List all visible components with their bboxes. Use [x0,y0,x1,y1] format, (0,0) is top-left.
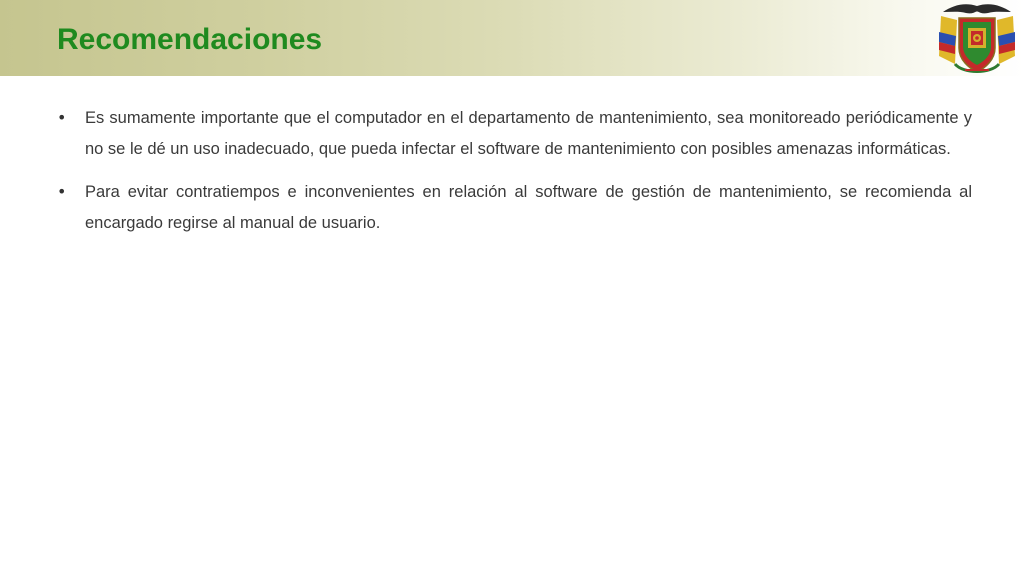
bullet-icon: • [57,108,67,127]
bullet-text: Para evitar contratiempos e inconvenientes en relación al software de gestión de mantenimiento, se recomienda al encargado regirse al manual de usuario. [85,183,972,232]
list-item [57,103,972,164]
bullet-list [57,103,972,251]
slide-title: Recomendaciones [57,23,323,56]
bullet-icon: • [57,182,67,201]
bullet-text: Es sumamente importante que el computador en el departamento de mantenimiento, sea monitoreado periódicamente y no se le dé un uso inadecuado, que pueda infectar el software de mantenimiento con posibles amenazas informáticas. [85,109,972,158]
coat-of-arms-icon [935,2,1019,76]
list-item [57,177,972,238]
